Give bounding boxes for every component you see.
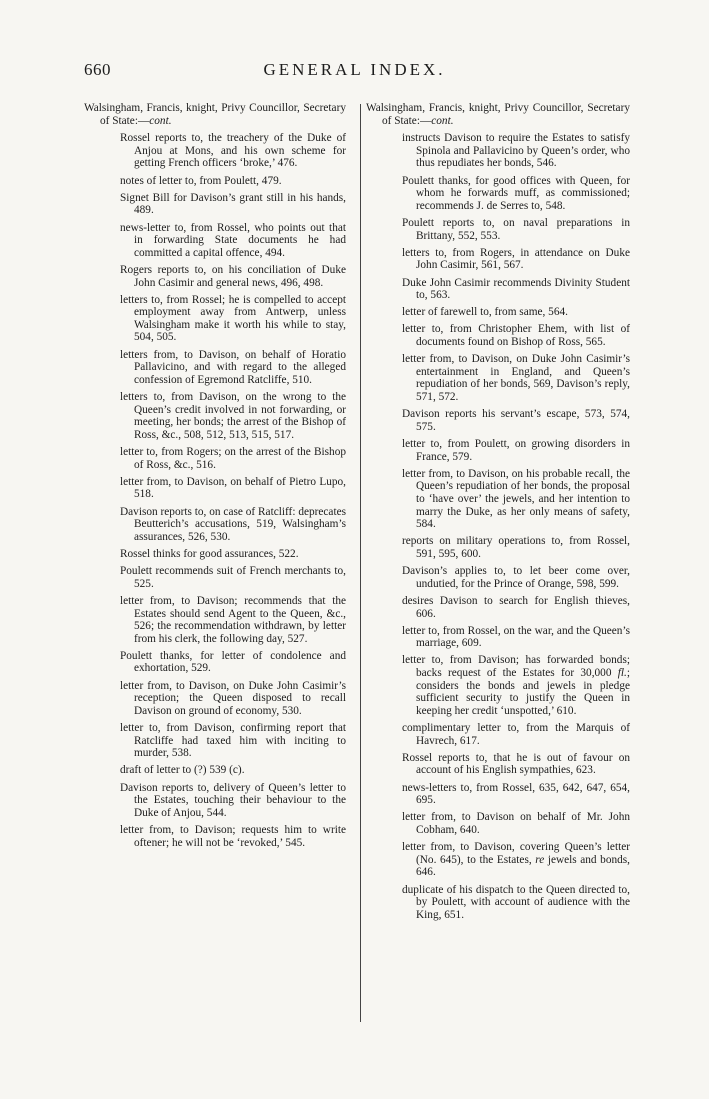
index-heading: Walsingham, Francis, knight, Privy Councillor, Secretary of State:—cont. — [84, 102, 346, 127]
index-entry: Rossel thinks for good assurances, 522. — [120, 547, 299, 560]
column-divider — [360, 104, 361, 1022]
index-entry: draft of letter to (?) 539 (c). — [120, 764, 245, 777]
index-entry: reports on military operations to, from Rossel, 591, 595, 600. — [402, 535, 630, 560]
index-entry: letter from, to Davison; requests him to write oftener; he will not be ‘revoked,’ 545. — [120, 823, 346, 849]
index-entry: letters to, from Davison, on the wrong to the Queen’s credit involved in not forwarding, or meeting, her bonds; the arrest of the Bishop of Ross, &c., 508, 512, 513, 515, 517. — [120, 391, 346, 441]
page-title: GENERAL INDEX. — [263, 60, 446, 79]
index-entry: letter to, from Christopher Ehem, with list of documents found on Bishop of Ross, 565. — [402, 323, 630, 349]
index-entry: letter to, from Poulett, on growing disorders in France, 579. — [402, 438, 630, 463]
index-entry: news-letter to, from Rossel, who points out that in forwarding State documents he had committed a capital offence, 494. — [120, 221, 346, 259]
index-entry: Davison reports his servant’s escape, 573, 574, 575. — [402, 408, 630, 433]
index-entry: Davison reports to, on case of Ratcliff: deprecates Beutterich’s accusations, 519, Walsingham’s assurances, 526, 530. — [120, 505, 346, 543]
index-entry: Poulett thanks, for good offices with Queen, for whom he forwards muff, as commissioned; recommends J. de Serres to, 548. — [402, 174, 630, 212]
right-column — [366, 102, 630, 926]
index-entry: letter to, from Davison; has forwarded bonds; backs request of the Estates for 30,000 fl.; considers the bonds and jewels in pledge sufficient security to justify the Queen in keeping her credit ‘unspotted,’ 610. — [402, 654, 630, 717]
index-entry: desires Davison to search for English thieves, 606. — [402, 594, 630, 620]
index-entry: letter from, to Davison, covering Queen’s letter (No. 645), to the Estates, re jewels and bonds, 646. — [402, 841, 630, 879]
index-entry: Davison reports to, delivery of Queen’s letter to the Estates, touching their behaviour to the Duke of Anjou, 544. — [120, 781, 346, 819]
index-entry: news-letters to, from Rossel, 635, 642, 647, 654, 695. — [402, 781, 630, 807]
index-entry: instructs Davison to require the Estates to satisfy Spinola and Pallavicino by Queen’s order, who thus repudiates her bonds, 546. — [402, 132, 630, 170]
index-entry: letter from, to Davison; recommends that the Estates should send Agent to the Queen, &c., 526; the recommendation withdrawn, by letter from his clerk, the following day, 527. — [120, 594, 346, 645]
index-entry: letter of farewell to, from same, 564. — [402, 306, 568, 319]
left-column — [84, 102, 346, 854]
index-entry: letter from, to Davison, on behalf of Pietro Lupo, 518. — [120, 475, 346, 501]
index-entry: letters to, from Rossel; he is compelled to accept employment away from Antwerp, unless Walsingham make it worth his while to stay, 504, 505. — [120, 293, 346, 344]
index-entry: Poulett reports to, on naval preparations in Brittany, 552, 553. — [402, 216, 630, 242]
index-entry: Rogers reports to, on his conciliation of Duke John Casimir and general news, 496, 498. — [120, 263, 346, 289]
index-entry: Rossel reports to, that he is out of favour on account of his English sympathies, 623. — [402, 751, 630, 777]
index-entry: letter to, from Davison, confirming report that Ratcliffe had taxed him with inciting to murder, 538. — [120, 722, 346, 760]
index-entry: letter to, from Rossel, on the war, and the Queen’s marriage, 609. — [402, 624, 630, 650]
index-entry: letter from, to Davison on behalf of Mr. John Cobham, 640. — [402, 811, 630, 836]
index-entry: Duke John Casimir recommends Divinity Student to, 563. — [402, 276, 630, 302]
index-entry: letter from, to Davison, on Duke John Casimir’s reception; the Queen disposed to recall Davison on ground of economy, 530. — [120, 679, 346, 717]
index-entry: letter from, to Davison, on Duke John Casimir’s entertainment in England, and Queen’s repudiation of her bonds, 569, Davison’s reply, 571, 572. — [402, 353, 630, 404]
index-entry: Rossel reports to, the treachery of the Duke of Anjou at Mons, and his own scheme for getting French officers ‘broke,’ 476. — [120, 132, 346, 170]
index-entry: letters to, from Rogers, in attendance on Duke John Casimir, 561, 567. — [402, 246, 630, 272]
index-entry: Poulett recommends suit of French merchants to, 525. — [120, 565, 346, 590]
index-entry: letter to, from Rogers; on the arrest of the Bishop of Ross, &c., 516. — [120, 446, 346, 471]
index-entry: Signet Bill for Davison’s grant still in his hands, 489. — [120, 191, 346, 217]
index-entry: letters from, to Davison, on behalf of Horatio Pallavicino, and with regard to the alleged confession of Egremond Ratcliffe, 510. — [120, 348, 346, 386]
page-number: 660 — [84, 60, 111, 79]
index-heading: Walsingham, Francis, knight, Privy Councillor, Secretary of State:—cont. — [366, 102, 630, 127]
index-entry: complimentary letter to, from the Marquis of Havrech, 617. — [402, 722, 630, 747]
index-entry: notes of letter to, from Poulett, 479. — [120, 174, 282, 187]
index-entry: duplicate of his dispatch to the Queen directed to, by Poulett, with account of audience with the King, 651. — [402, 883, 630, 921]
index-entry: letter from, to Davison, on his probable recall, the Queen’s repudiation of her bonds, the proposal to ‘have over’ the jewels, and her intention to marry the Duke, as her only means of safety, 584. — [402, 467, 630, 531]
index-entry: Davison’s applies to, to let beer come over, undutied, for the Prince of Orange, 598, 599. — [402, 565, 630, 590]
index-entry: Poulett thanks, for letter of condolence and exhortation, 529. — [120, 649, 346, 675]
